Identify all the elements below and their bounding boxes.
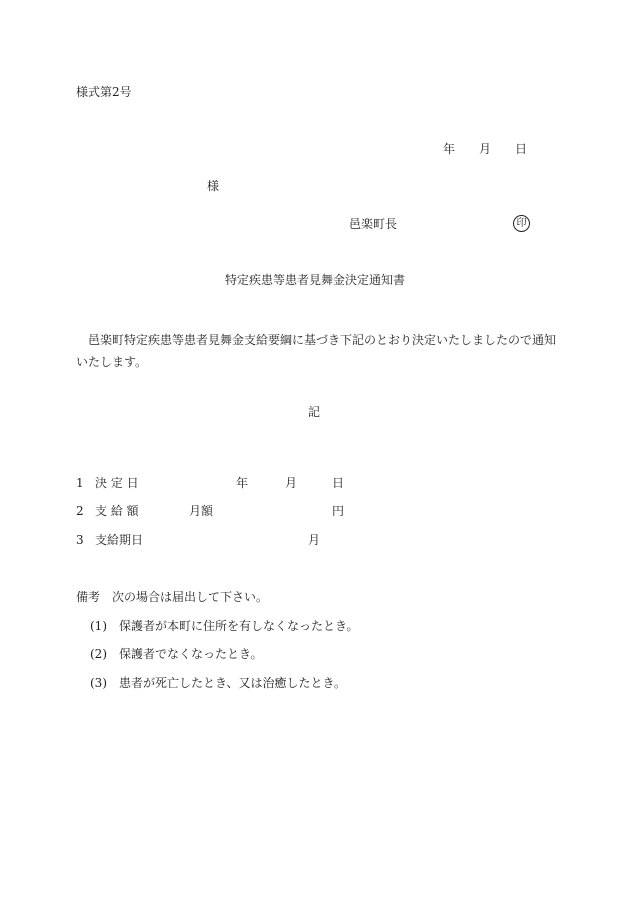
document-title: 特定疾患等患者見舞金決定通知書 [225,273,406,287]
item-label-payment-amount: 支 給 額 [95,504,139,518]
item-number: 3 [76,533,84,547]
date-day-label: 日 [515,142,528,156]
item-number: 1 [76,476,84,490]
item-year-label: 年 [236,476,249,490]
remark-mark: (1) [90,619,107,633]
item-label-decision-date: 決 定 日 [95,476,139,490]
remark-mark: (2) [90,647,107,661]
item-day-label: 日 [332,476,345,490]
remark-text: 患者が死亡したとき、又は治癒したとき。 [119,676,347,690]
item-label-payment-date: 支給期日 [95,533,144,547]
remarks-heading: 備考 次の場合は届出して下さい。 [76,590,269,604]
body-paragraph: 邑楽町特定疾患等患者見舞金支給要綱に基づき下記のとおり決定いたしましたので通知いたします。 [76,333,557,369]
remark-text: 保護者が本町に住所を有しなくなったとき。 [119,619,359,633]
item-yen-label: 円 [332,504,345,518]
seal-mark: 印 [513,215,530,232]
form-number: 様式第2号 [76,85,132,99]
remark-mark: (3) [90,676,107,690]
issuer-title: 邑楽町長 [349,217,398,231]
item-month-label: 月 [285,476,298,490]
ki-heading: 記 [308,405,321,419]
remark-text: 保護者でなくなったとき。 [119,647,263,661]
date-year-label: 年 [443,142,456,156]
item-month-label: 月 [308,533,321,547]
item-number: 2 [76,504,84,518]
item-monthly-label: 月額 [189,504,214,518]
date-month-label: 月 [479,142,492,156]
recipient-suffix: 様 [207,179,220,193]
